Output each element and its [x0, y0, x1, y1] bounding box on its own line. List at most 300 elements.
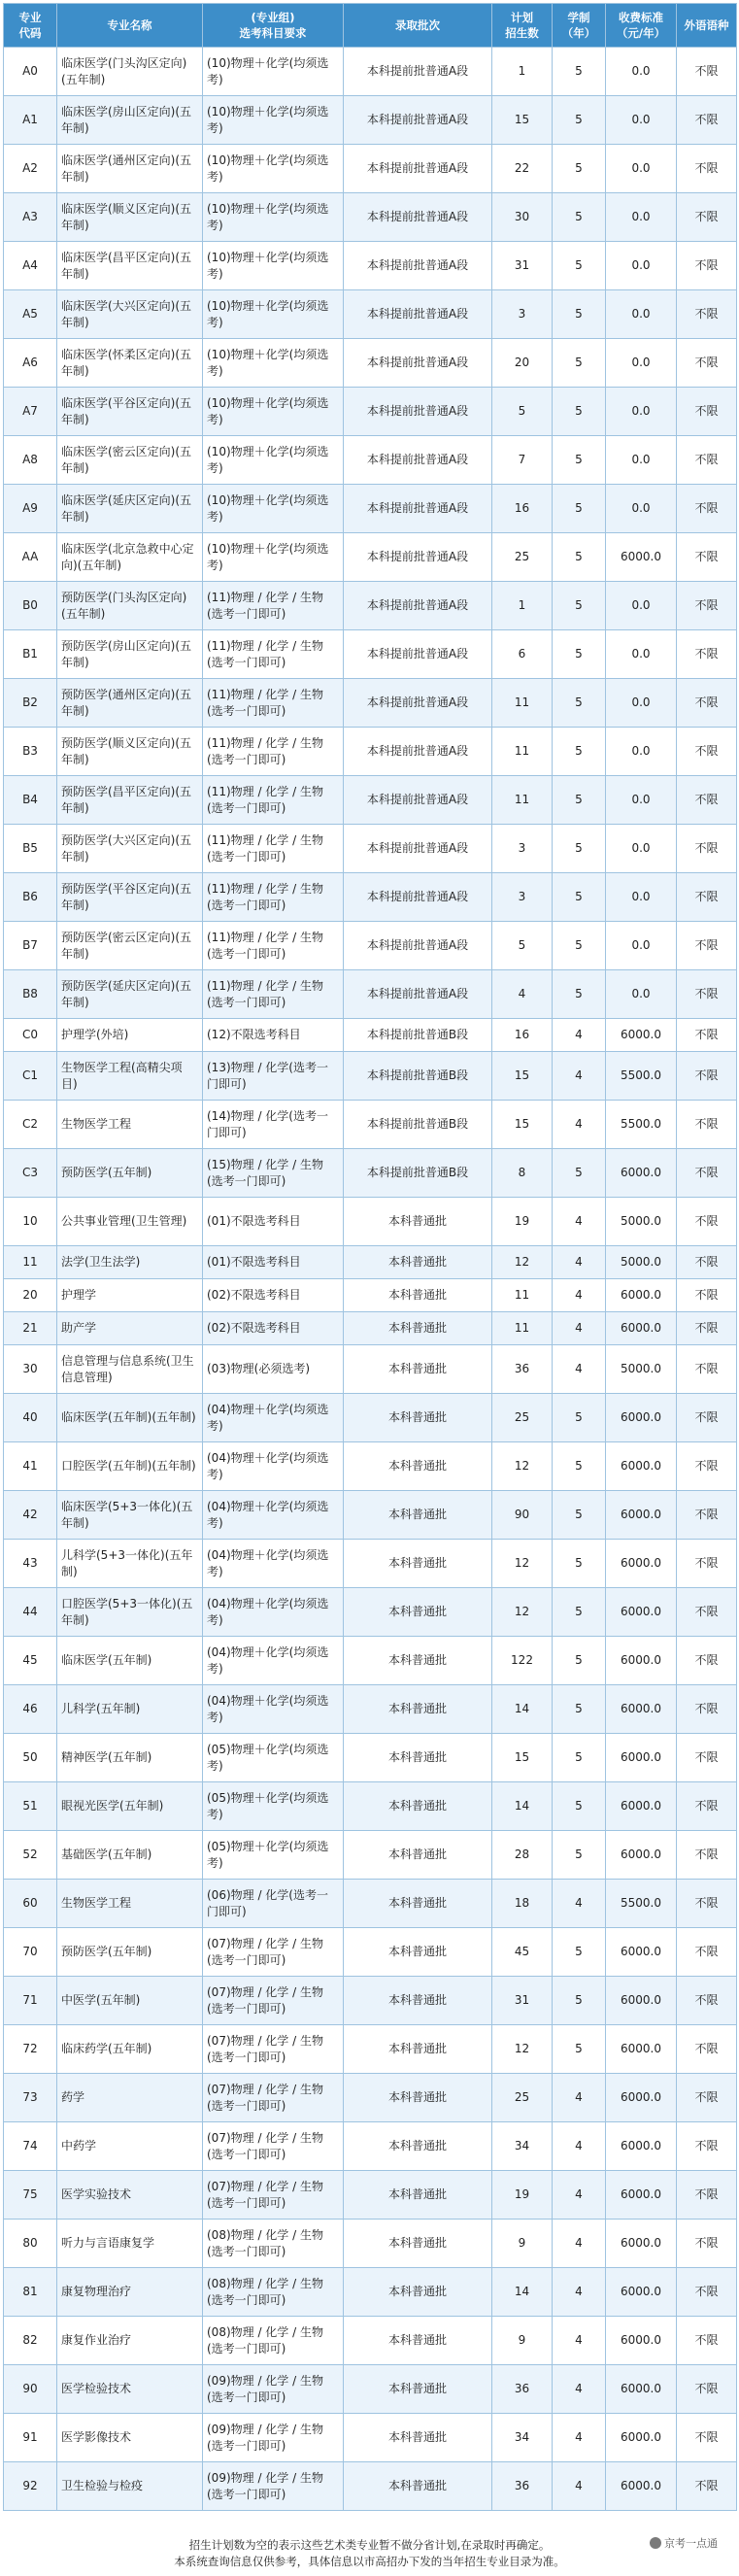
quota-cell: 34	[492, 2414, 553, 2462]
tuition-cell: 5000.0	[606, 1345, 677, 1394]
major-name-cell: 临床医学(5+3一体化)(五年制)	[57, 1491, 203, 1540]
subject-requirement-cell: (10)物理＋化学(均须选考)	[203, 242, 344, 290]
table-row	[4, 922, 737, 970]
batch-cell: 本科提前批普通A段	[344, 825, 492, 873]
column-header: 专业 代码	[4, 4, 57, 48]
language-cell: 不限	[677, 873, 737, 922]
tuition-cell: 5000.0	[606, 1246, 677, 1279]
duration-cell: 5	[553, 1782, 606, 1831]
language-cell: 不限	[677, 533, 737, 582]
table-row	[4, 1491, 737, 1540]
duration-cell: 4	[553, 2220, 606, 2268]
quota-cell: 25	[492, 533, 553, 582]
table-row	[4, 1588, 737, 1637]
batch-cell: 本科普通批	[344, 2220, 492, 2268]
tuition-cell: 6000.0	[606, 2462, 677, 2511]
batch-cell: 本科普通批	[344, 1782, 492, 1831]
language-cell: 不限	[677, 1734, 737, 1782]
subject-requirement-cell: (07)物理 / 化学 / 生物(选考一门即可)	[203, 1977, 344, 2025]
table-row	[4, 2171, 737, 2220]
quota-cell: 5	[492, 388, 553, 436]
tuition-cell: 6000.0	[606, 2414, 677, 2462]
tuition-cell: 6000.0	[606, 1685, 677, 1734]
table-row	[4, 873, 737, 922]
brand-watermark	[646, 2533, 722, 2553]
tuition-cell: 6000.0	[606, 1149, 677, 1198]
batch-cell: 本科普通批	[344, 1394, 492, 1442]
tuition-cell: 5000.0	[606, 1198, 677, 1246]
language-cell: 不限	[677, 1279, 737, 1312]
tuition-cell: 6000.0	[606, 1637, 677, 1685]
subject-requirement-cell: (04)物理＋化学(均须选考)	[203, 1685, 344, 1734]
subject-requirement-cell: (11)物理 / 化学 / 生物(选考一门即可)	[203, 582, 344, 630]
code-cell: B3	[4, 728, 57, 776]
quota-cell: 4	[492, 970, 553, 1019]
duration-cell: 5	[553, 630, 606, 679]
tuition-cell: 0.0	[606, 339, 677, 388]
language-cell: 不限	[677, 242, 737, 290]
table-row	[4, 2268, 737, 2317]
language-cell: 不限	[677, 1442, 737, 1491]
quota-cell: 28	[492, 1831, 553, 1880]
batch-cell: 本科提前批普通A段	[344, 679, 492, 728]
major-name-cell: 基础医学(五年制)	[57, 1831, 203, 1880]
batch-cell: 本科普通批	[344, 1734, 492, 1782]
table-row	[4, 1052, 737, 1101]
language-cell: 不限	[677, 1491, 737, 1540]
batch-cell: 本科普通批	[344, 2414, 492, 2462]
major-name-cell: 医学检验技术	[57, 2365, 203, 2414]
code-cell: AA	[4, 533, 57, 582]
table-row	[4, 1198, 737, 1246]
duration-cell: 5	[553, 1637, 606, 1685]
tuition-cell: 0.0	[606, 922, 677, 970]
major-name-cell: 临床医学(五年制)(五年制)	[57, 1394, 203, 1442]
batch-cell: 本科提前批普通B段	[344, 1149, 492, 1198]
subject-requirement-cell: (11)物理 / 化学 / 生物(选考一门即可)	[203, 679, 344, 728]
language-cell: 不限	[677, 630, 737, 679]
batch-cell: 本科普通批	[344, 1345, 492, 1394]
subject-requirement-cell: (11)物理 / 化学 / 生物(选考一门即可)	[203, 825, 344, 873]
batch-cell: 本科提前批普通A段	[344, 776, 492, 825]
subject-requirement-cell: (10)物理＋化学(均须选考)	[203, 533, 344, 582]
major-name-cell: 预防医学(大兴区定向)(五年制)	[57, 825, 203, 873]
subject-requirement-cell: (07)物理 / 化学 / 生物(选考一门即可)	[203, 1928, 344, 1977]
quota-cell: 31	[492, 242, 553, 290]
subject-requirement-cell: (04)物理＋化学(均须选考)	[203, 1540, 344, 1588]
table-row	[4, 679, 737, 728]
column-header: 学制 （年）	[553, 4, 606, 48]
batch-cell: 本科普通批	[344, 2365, 492, 2414]
quota-cell: 3	[492, 873, 553, 922]
tuition-cell: 6000.0	[606, 1540, 677, 1588]
batch-cell: 本科普通批	[344, 2317, 492, 2365]
subject-requirement-cell: (15)物理 / 化学 / 生物(选考一门即可)	[203, 1149, 344, 1198]
language-cell: 不限	[677, 776, 737, 825]
code-cell: C1	[4, 1052, 57, 1101]
table-row	[4, 2220, 737, 2268]
code-cell: A9	[4, 485, 57, 533]
table-row	[4, 96, 737, 145]
major-name-cell: 预防医学(五年制)	[57, 1928, 203, 1977]
code-cell: 52	[4, 1831, 57, 1880]
quota-cell: 36	[492, 2365, 553, 2414]
tuition-cell: 6000.0	[606, 1279, 677, 1312]
quota-cell: 25	[492, 2074, 553, 2122]
code-cell: 51	[4, 1782, 57, 1831]
subject-requirement-cell: (11)物理 / 化学 / 生物(选考一门即可)	[203, 873, 344, 922]
quota-cell: 9	[492, 2220, 553, 2268]
table-row	[4, 242, 737, 290]
code-cell: B1	[4, 630, 57, 679]
table-body	[4, 48, 737, 2511]
code-cell: 41	[4, 1442, 57, 1491]
major-name-cell: 临床医学(怀柔区定向)(五年制)	[57, 339, 203, 388]
code-cell: 90	[4, 2365, 57, 2414]
table-row	[4, 1928, 737, 1977]
quota-cell: 3	[492, 290, 553, 339]
tuition-cell: 6000.0	[606, 533, 677, 582]
quota-cell: 12	[492, 1246, 553, 1279]
code-cell: 80	[4, 2220, 57, 2268]
batch-cell: 本科普通批	[344, 2268, 492, 2317]
major-name-cell: 预防医学(五年制)	[57, 1149, 203, 1198]
duration-cell: 5	[553, 485, 606, 533]
batch-cell: 本科提前批普通A段	[344, 339, 492, 388]
quota-cell: 9	[492, 2317, 553, 2365]
duration-cell: 5	[553, 1685, 606, 1734]
duration-cell: 5	[553, 1588, 606, 1637]
duration-cell: 5	[553, 825, 606, 873]
quota-cell: 18	[492, 1880, 553, 1928]
major-name-cell: 生物医学工程	[57, 1101, 203, 1149]
subject-requirement-cell: (06)物理 / 化学(选考一门即可)	[203, 1880, 344, 1928]
major-name-cell: 康复物理治疗	[57, 2268, 203, 2317]
major-name-cell: 听力与言语康复学	[57, 2220, 203, 2268]
major-name-cell: 临床医学(延庆区定向)(五年制)	[57, 485, 203, 533]
major-name-cell: 助产学	[57, 1312, 203, 1345]
major-name-cell: 生物医学工程(高精尖项目)	[57, 1052, 203, 1101]
subject-requirement-cell: (01)不限选考科目	[203, 1198, 344, 1246]
quota-cell: 16	[492, 485, 553, 533]
code-cell: 73	[4, 2074, 57, 2122]
code-cell: A1	[4, 96, 57, 145]
column-header: 外语语种	[677, 4, 737, 48]
major-name-cell: 临床医学(密云区定向)(五年制)	[57, 436, 203, 485]
duration-cell: 4	[553, 1246, 606, 1279]
table-row	[4, 2365, 737, 2414]
language-cell: 不限	[677, 922, 737, 970]
tuition-cell: 0.0	[606, 436, 677, 485]
subject-requirement-cell: (05)物理＋化学(均须选考)	[203, 1831, 344, 1880]
batch-cell: 本科提前批普通A段	[344, 242, 492, 290]
duration-cell: 4	[553, 2268, 606, 2317]
major-name-cell: 临床医学(门头沟区定向)(五年制)	[57, 48, 203, 96]
language-cell: 不限	[677, 1880, 737, 1928]
batch-cell: 本科提前批普通A段	[344, 970, 492, 1019]
tuition-cell: 0.0	[606, 873, 677, 922]
code-cell: 45	[4, 1637, 57, 1685]
brand-label: 京考一点通	[664, 2537, 718, 2550]
tuition-cell: 6000.0	[606, 2365, 677, 2414]
batch-cell: 本科提前批普通A段	[344, 582, 492, 630]
table-row	[4, 1312, 737, 1345]
major-name-cell: 预防医学(门头沟区定向)(五年制)	[57, 582, 203, 630]
duration-cell: 4	[553, 1279, 606, 1312]
language-cell: 不限	[677, 1637, 737, 1685]
code-cell: A6	[4, 339, 57, 388]
subject-requirement-cell: (10)物理＋化学(均须选考)	[203, 48, 344, 96]
tuition-cell: 6000.0	[606, 1394, 677, 1442]
tuition-cell: 6000.0	[606, 2317, 677, 2365]
language-cell: 不限	[677, 2122, 737, 2171]
tuition-cell: 0.0	[606, 825, 677, 873]
tuition-cell: 0.0	[606, 776, 677, 825]
quota-cell: 1	[492, 582, 553, 630]
quota-cell: 12	[492, 1588, 553, 1637]
table-row	[4, 339, 737, 388]
table-row	[4, 2025, 737, 2074]
quota-cell: 34	[492, 2122, 553, 2171]
quota-cell: 11	[492, 1279, 553, 1312]
tuition-cell: 0.0	[606, 388, 677, 436]
batch-cell: 本科普通批	[344, 2074, 492, 2122]
subject-requirement-cell: (13)物理 / 化学(选考一门即可)	[203, 1052, 344, 1101]
language-cell: 不限	[677, 825, 737, 873]
column-header: 专业名称	[57, 4, 203, 48]
column-header: 计划 招生数	[492, 4, 553, 48]
language-cell: 不限	[677, 436, 737, 485]
language-cell: 不限	[677, 970, 737, 1019]
code-cell: 75	[4, 2171, 57, 2220]
batch-cell: 本科普通批	[344, 1540, 492, 1588]
code-cell: 46	[4, 1685, 57, 1734]
language-cell: 不限	[677, 1246, 737, 1279]
table-row	[4, 970, 737, 1019]
table-row	[4, 2317, 737, 2365]
language-cell: 不限	[677, 2025, 737, 2074]
language-cell: 不限	[677, 1928, 737, 1977]
batch-cell: 本科提前批普通A段	[344, 96, 492, 145]
duration-cell: 5	[553, 1977, 606, 2025]
table-row	[4, 1734, 737, 1782]
code-cell: 81	[4, 2268, 57, 2317]
subject-requirement-cell: (11)物理 / 化学 / 生物(选考一门即可)	[203, 630, 344, 679]
quota-cell: 14	[492, 1782, 553, 1831]
subject-requirement-cell: (04)物理＋化学(均须选考)	[203, 1588, 344, 1637]
batch-cell: 本科普通批	[344, 1588, 492, 1637]
code-cell: 43	[4, 1540, 57, 1588]
tuition-cell: 0.0	[606, 970, 677, 1019]
table-row	[4, 1019, 737, 1052]
subject-requirement-cell: (09)物理 / 化学 / 生物(选考一门即可)	[203, 2414, 344, 2462]
code-cell: 92	[4, 2462, 57, 2511]
tuition-cell: 0.0	[606, 145, 677, 193]
quota-cell: 90	[492, 1491, 553, 1540]
tuition-cell: 6000.0	[606, 1019, 677, 1052]
duration-cell: 4	[553, 1312, 606, 1345]
batch-cell: 本科提前批普通A段	[344, 873, 492, 922]
table-row	[4, 582, 737, 630]
tuition-cell: 6000.0	[606, 2074, 677, 2122]
table-row	[4, 1279, 737, 1312]
language-cell: 不限	[677, 1977, 737, 2025]
batch-cell: 本科普通批	[344, 1312, 492, 1345]
table-header	[4, 4, 737, 48]
tuition-cell: 0.0	[606, 48, 677, 96]
major-name-cell: 护理学	[57, 1279, 203, 1312]
subject-requirement-cell: (11)物理 / 化学 / 生物(选考一门即可)	[203, 728, 344, 776]
duration-cell: 4	[553, 2122, 606, 2171]
code-cell: B5	[4, 825, 57, 873]
language-cell: 不限	[677, 2462, 737, 2511]
table-row	[4, 825, 737, 873]
subject-requirement-cell: (11)物理 / 化学 / 生物(选考一门即可)	[203, 776, 344, 825]
duration-cell: 4	[553, 2171, 606, 2220]
major-name-cell: 卫生检验与检疫	[57, 2462, 203, 2511]
quota-cell: 25	[492, 1394, 553, 1442]
code-cell: 91	[4, 2414, 57, 2462]
language-cell: 不限	[677, 1052, 737, 1101]
major-name-cell: 中药学	[57, 2122, 203, 2171]
subject-requirement-cell: (08)物理 / 化学 / 生物(选考一门即可)	[203, 2268, 344, 2317]
footnotes	[0, 2537, 739, 2570]
language-cell: 不限	[677, 2317, 737, 2365]
subject-requirement-cell: (08)物理 / 化学 / 生物(选考一门即可)	[203, 2317, 344, 2365]
duration-cell: 4	[553, 2414, 606, 2462]
code-cell: C2	[4, 1101, 57, 1149]
tuition-cell: 0.0	[606, 290, 677, 339]
code-cell: B0	[4, 582, 57, 630]
code-cell: 82	[4, 2317, 57, 2365]
language-cell: 不限	[677, 1345, 737, 1394]
major-name-cell: 临床医学(北京急救中心定向)(五年制)	[57, 533, 203, 582]
table-row	[4, 290, 737, 339]
language-cell: 不限	[677, 2074, 737, 2122]
footnote-line: 本系统查询信息仅供参考，具体信息以市高招办下发的当年招生专业目录为准。	[174, 2555, 565, 2568]
code-cell: 10	[4, 1198, 57, 1246]
duration-cell: 4	[553, 2074, 606, 2122]
language-cell: 不限	[677, 1588, 737, 1637]
language-cell: 不限	[677, 290, 737, 339]
batch-cell: 本科普通批	[344, 1491, 492, 1540]
table-row	[4, 1880, 737, 1928]
table-row	[4, 145, 737, 193]
duration-cell: 5	[553, 873, 606, 922]
subject-requirement-cell: (07)物理 / 化学 / 生物(选考一门即可)	[203, 2171, 344, 2220]
subject-requirement-cell: (07)物理 / 化学 / 生物(选考一门即可)	[203, 2074, 344, 2122]
major-name-cell: 法学(卫生法学)	[57, 1246, 203, 1279]
code-cell: 11	[4, 1246, 57, 1279]
table-row	[4, 630, 737, 679]
major-name-cell: 预防医学(密云区定向)(五年制)	[57, 922, 203, 970]
duration-cell: 5	[553, 1734, 606, 1782]
table-row	[4, 533, 737, 582]
table-row	[4, 1345, 737, 1394]
quota-cell: 11	[492, 728, 553, 776]
major-name-cell: 中医学(五年制)	[57, 1977, 203, 2025]
language-cell: 不限	[677, 2220, 737, 2268]
code-cell: A0	[4, 48, 57, 96]
code-cell: A2	[4, 145, 57, 193]
batch-cell: 本科普通批	[344, 1880, 492, 1928]
language-cell: 不限	[677, 145, 737, 193]
duration-cell: 5	[553, 96, 606, 145]
language-cell: 不限	[677, 1831, 737, 1880]
code-cell: A5	[4, 290, 57, 339]
subject-requirement-cell: (04)物理＋化学(均须选考)	[203, 1394, 344, 1442]
batch-cell: 本科普通批	[344, 2025, 492, 2074]
duration-cell: 5	[553, 193, 606, 242]
major-name-cell: 临床医学(平谷区定向)(五年制)	[57, 388, 203, 436]
table-row	[4, 1394, 737, 1442]
quota-cell: 11	[492, 679, 553, 728]
batch-cell: 本科提前批普通B段	[344, 1019, 492, 1052]
code-cell: A3	[4, 193, 57, 242]
tuition-cell: 0.0	[606, 485, 677, 533]
quota-cell: 14	[492, 2268, 553, 2317]
tuition-cell: 0.0	[606, 242, 677, 290]
code-cell: C0	[4, 1019, 57, 1052]
quota-cell: 5	[492, 922, 553, 970]
major-name-cell: 临床医学(通州区定向)(五年制)	[57, 145, 203, 193]
language-cell: 不限	[677, 339, 737, 388]
duration-cell: 5	[553, 145, 606, 193]
batch-cell: 本科提前批普通A段	[344, 145, 492, 193]
language-cell: 不限	[677, 1019, 737, 1052]
language-cell: 不限	[677, 1782, 737, 1831]
subject-requirement-cell: (02)不限选考科目	[203, 1312, 344, 1345]
tuition-cell: 5500.0	[606, 1880, 677, 1928]
batch-cell: 本科普通批	[344, 2171, 492, 2220]
major-name-cell: 生物医学工程	[57, 1880, 203, 1928]
major-name-cell: 临床医学(五年制)	[57, 1637, 203, 1685]
code-cell: 44	[4, 1588, 57, 1637]
quota-cell: 14	[492, 1685, 553, 1734]
subject-requirement-cell: (11)物理 / 化学 / 生物(选考一门即可)	[203, 970, 344, 1019]
table-row	[4, 485, 737, 533]
column-header: (专业组) 选考科目要求	[203, 4, 344, 48]
tuition-cell: 6000.0	[606, 2220, 677, 2268]
subject-requirement-cell: (10)物理＋化学(均须选考)	[203, 145, 344, 193]
quota-cell: 11	[492, 776, 553, 825]
tuition-cell: 6000.0	[606, 1782, 677, 1831]
code-cell: 40	[4, 1394, 57, 1442]
subject-requirement-cell: (02)不限选考科目	[203, 1279, 344, 1312]
duration-cell: 4	[553, 1880, 606, 1928]
quota-cell: 8	[492, 1149, 553, 1198]
batch-cell: 本科提前批普通B段	[344, 1052, 492, 1101]
tuition-cell: 6000.0	[606, 2122, 677, 2171]
tuition-cell: 6000.0	[606, 1491, 677, 1540]
language-cell: 不限	[677, 2171, 737, 2220]
language-cell: 不限	[677, 582, 737, 630]
table-row	[4, 1977, 737, 2025]
duration-cell: 5	[553, 1831, 606, 1880]
batch-cell: 本科普通批	[344, 1198, 492, 1246]
tuition-cell: 0.0	[606, 96, 677, 145]
tuition-cell: 5500.0	[606, 1101, 677, 1149]
subject-requirement-cell: (10)物理＋化学(均须选考)	[203, 485, 344, 533]
batch-cell: 本科普通批	[344, 1246, 492, 1279]
subject-requirement-cell: (05)物理＋化学(均须选考)	[203, 1734, 344, 1782]
tuition-cell: 5500.0	[606, 1052, 677, 1101]
duration-cell: 4	[553, 1345, 606, 1394]
major-name-cell: 精神医学(五年制)	[57, 1734, 203, 1782]
duration-cell: 5	[553, 48, 606, 96]
tuition-cell: 6000.0	[606, 1928, 677, 1977]
language-cell: 不限	[677, 679, 737, 728]
